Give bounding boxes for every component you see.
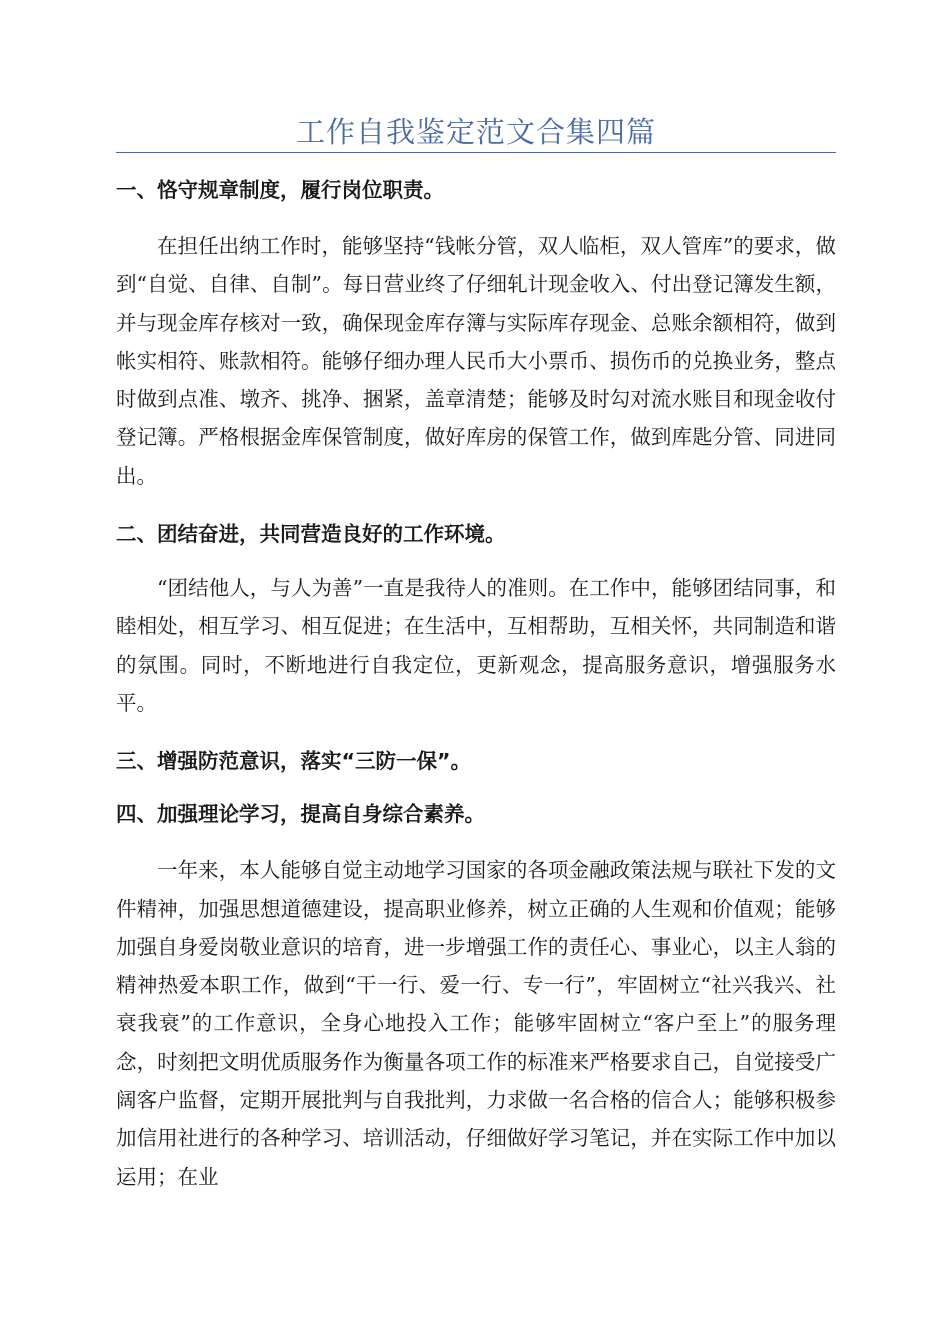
section-heading-3: 三、增强防范意识，落实“三防一保”。 <box>116 749 471 774</box>
title-underline <box>116 152 836 153</box>
section-paragraph-1: 在担任出纳工作时，能够坚持“钱帐分管，双人临柜，双人管库”的要求，做到“自觉、自律、自制”。每日营业终了仔细轧计现金收入、付出登记簿发生额，并与现金库存核对一致，确保现金库存簿与实际库存现金、总账余额相符，做到帐实相符、账款相符。能够仔细办理人民币大小票币、损伤币的兑换业务，整点时做到点准、墩齐、挑净、捆紧，盖章清楚；能够及时勾对流水账目和现金收付登记簿。严格根据金库保管制度，做好库房的保管工作，做到库匙分管、同进同出。 <box>116 234 836 488</box>
section-heading-1: 一、恪守规章制度，履行岗位职责。 <box>116 178 444 202</box>
section-paragraph-4: 一年来，本人能够自觉主动地学习国家的各项金融政策法规与联社下发的文件精神，加强思想道德建设，提高职业修养，树立正确的人生观和价值观；能够加强自身爱岗敬业意识的培育，进一步增强工作的责任心、事业心，以主人翁的精神热爱本职工作，做到“干一行、爱一行、专一行”，牢固树立“社兴我兴、社衰我衰”的工作意识，全身心地投入工作；能够牢固树立“客户至上”的服务理念，时刻把文明优质服务作为衡量各项工作的标准来严格要求自己，自觉接受广阔客户监督，定期开展批判与自我批判，力求做一名合格的信合人；能够积极参加信用社进行的各种学习、培训活动，仔细做好学习笔记，并在实际工作中加以运用；在业 <box>116 858 836 1189</box>
document-title: 工作自我鉴定范文合集四篇 <box>295 115 656 149</box>
document-page <box>116 112 836 1196</box>
section-heading-2: 二、团结奋进，共同营造良好的工作环境。 <box>116 522 506 547</box>
section-paragraph-2: “团结他人，与人为善”一直是我待人的准则。在工作中，能够团结同事，和睦相处，相互学习、相互促进；在生活中，互相帮助，互相关怀，共同制造和谐的氛围。同时，不断地进行自我定位，更新观念，提高服务意识，增强服务水平。 <box>116 576 836 715</box>
section-heading-4: 四、加强理论学习，提高自身综合素养。 <box>116 802 485 827</box>
